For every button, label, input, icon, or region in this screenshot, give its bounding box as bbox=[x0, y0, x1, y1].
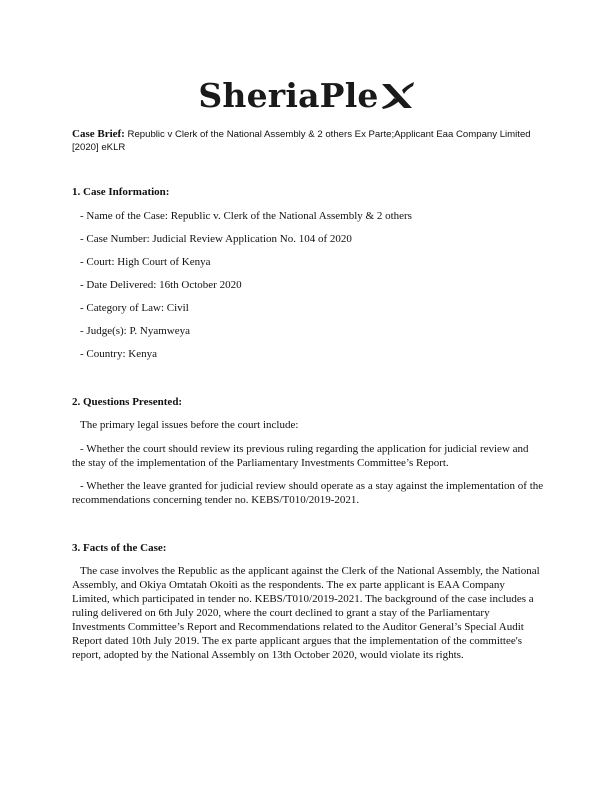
date-delivered: - Date Delivered: 16th October 2020 bbox=[80, 279, 242, 291]
x-mark-icon bbox=[380, 80, 414, 110]
facts-paragraph: The case involves the Republic as the applicant against the Clerk of the National Assembly, the National Assembly, and Okiya Omtatah Okoiti as the respondents. The ex parte applicant is EAA Company Limited, which participated in tender no. KEBS/T010/2019-2021. The background of the case includes a ruling delivered on 6th July 2020, where the court declined to grant a stay of the Parliamentary Investments Committee’s Report and Recommendations related to the Auditor General’s Special Audit Report dated 10th July 2019. The ex parte applicant argues that the implementation of the committee's report, adopted by the National Assembly on 13th October 2020, would violate its rights. bbox=[72, 565, 540, 661]
facts-heading: 3. Facts of the Case: bbox=[72, 542, 167, 554]
country: - Country: Kenya bbox=[80, 348, 157, 360]
question-item: - Whether the court should review its previous ruling regarding the application for judicial review and the stay of the implementation of the Parliamentary Investments Committee’s Report. bbox=[72, 443, 529, 469]
court: - Court: High Court of Kenya bbox=[80, 256, 211, 268]
judges: - Judge(s): P. Nyamweya bbox=[80, 325, 190, 337]
logo-text: SheriaPle bbox=[198, 76, 379, 115]
case-brief-text: Republic v Clerk of the National Assembly & 2 others Ex Parte;Applicant Eaa Company Limited [2020] eKLR bbox=[72, 129, 531, 153]
questions-intro: The primary legal issues before the court include: bbox=[80, 419, 299, 431]
questions-presented-heading: 2. Questions Presented: bbox=[72, 396, 183, 408]
case-brief-title bbox=[72, 128, 542, 154]
case-name: - Name of the Case: Republic v. Clerk of the National Assembly & 2 others bbox=[80, 210, 412, 222]
case-brief-label: Case Brief: bbox=[72, 128, 125, 140]
sheriaplex-logo bbox=[0, 76, 612, 116]
question-item: - Whether the leave granted for judicial review should operate as a stay against the implementation of the recommendations concerning tender no. KEBS/T010/2019-2021. bbox=[72, 480, 544, 506]
case-information-heading: 1. Case Information: bbox=[72, 186, 170, 198]
case-number: - Case Number: Judicial Review Application No. 104 of 2020 bbox=[80, 233, 352, 245]
category-of-law: - Category of Law: Civil bbox=[80, 302, 189, 314]
